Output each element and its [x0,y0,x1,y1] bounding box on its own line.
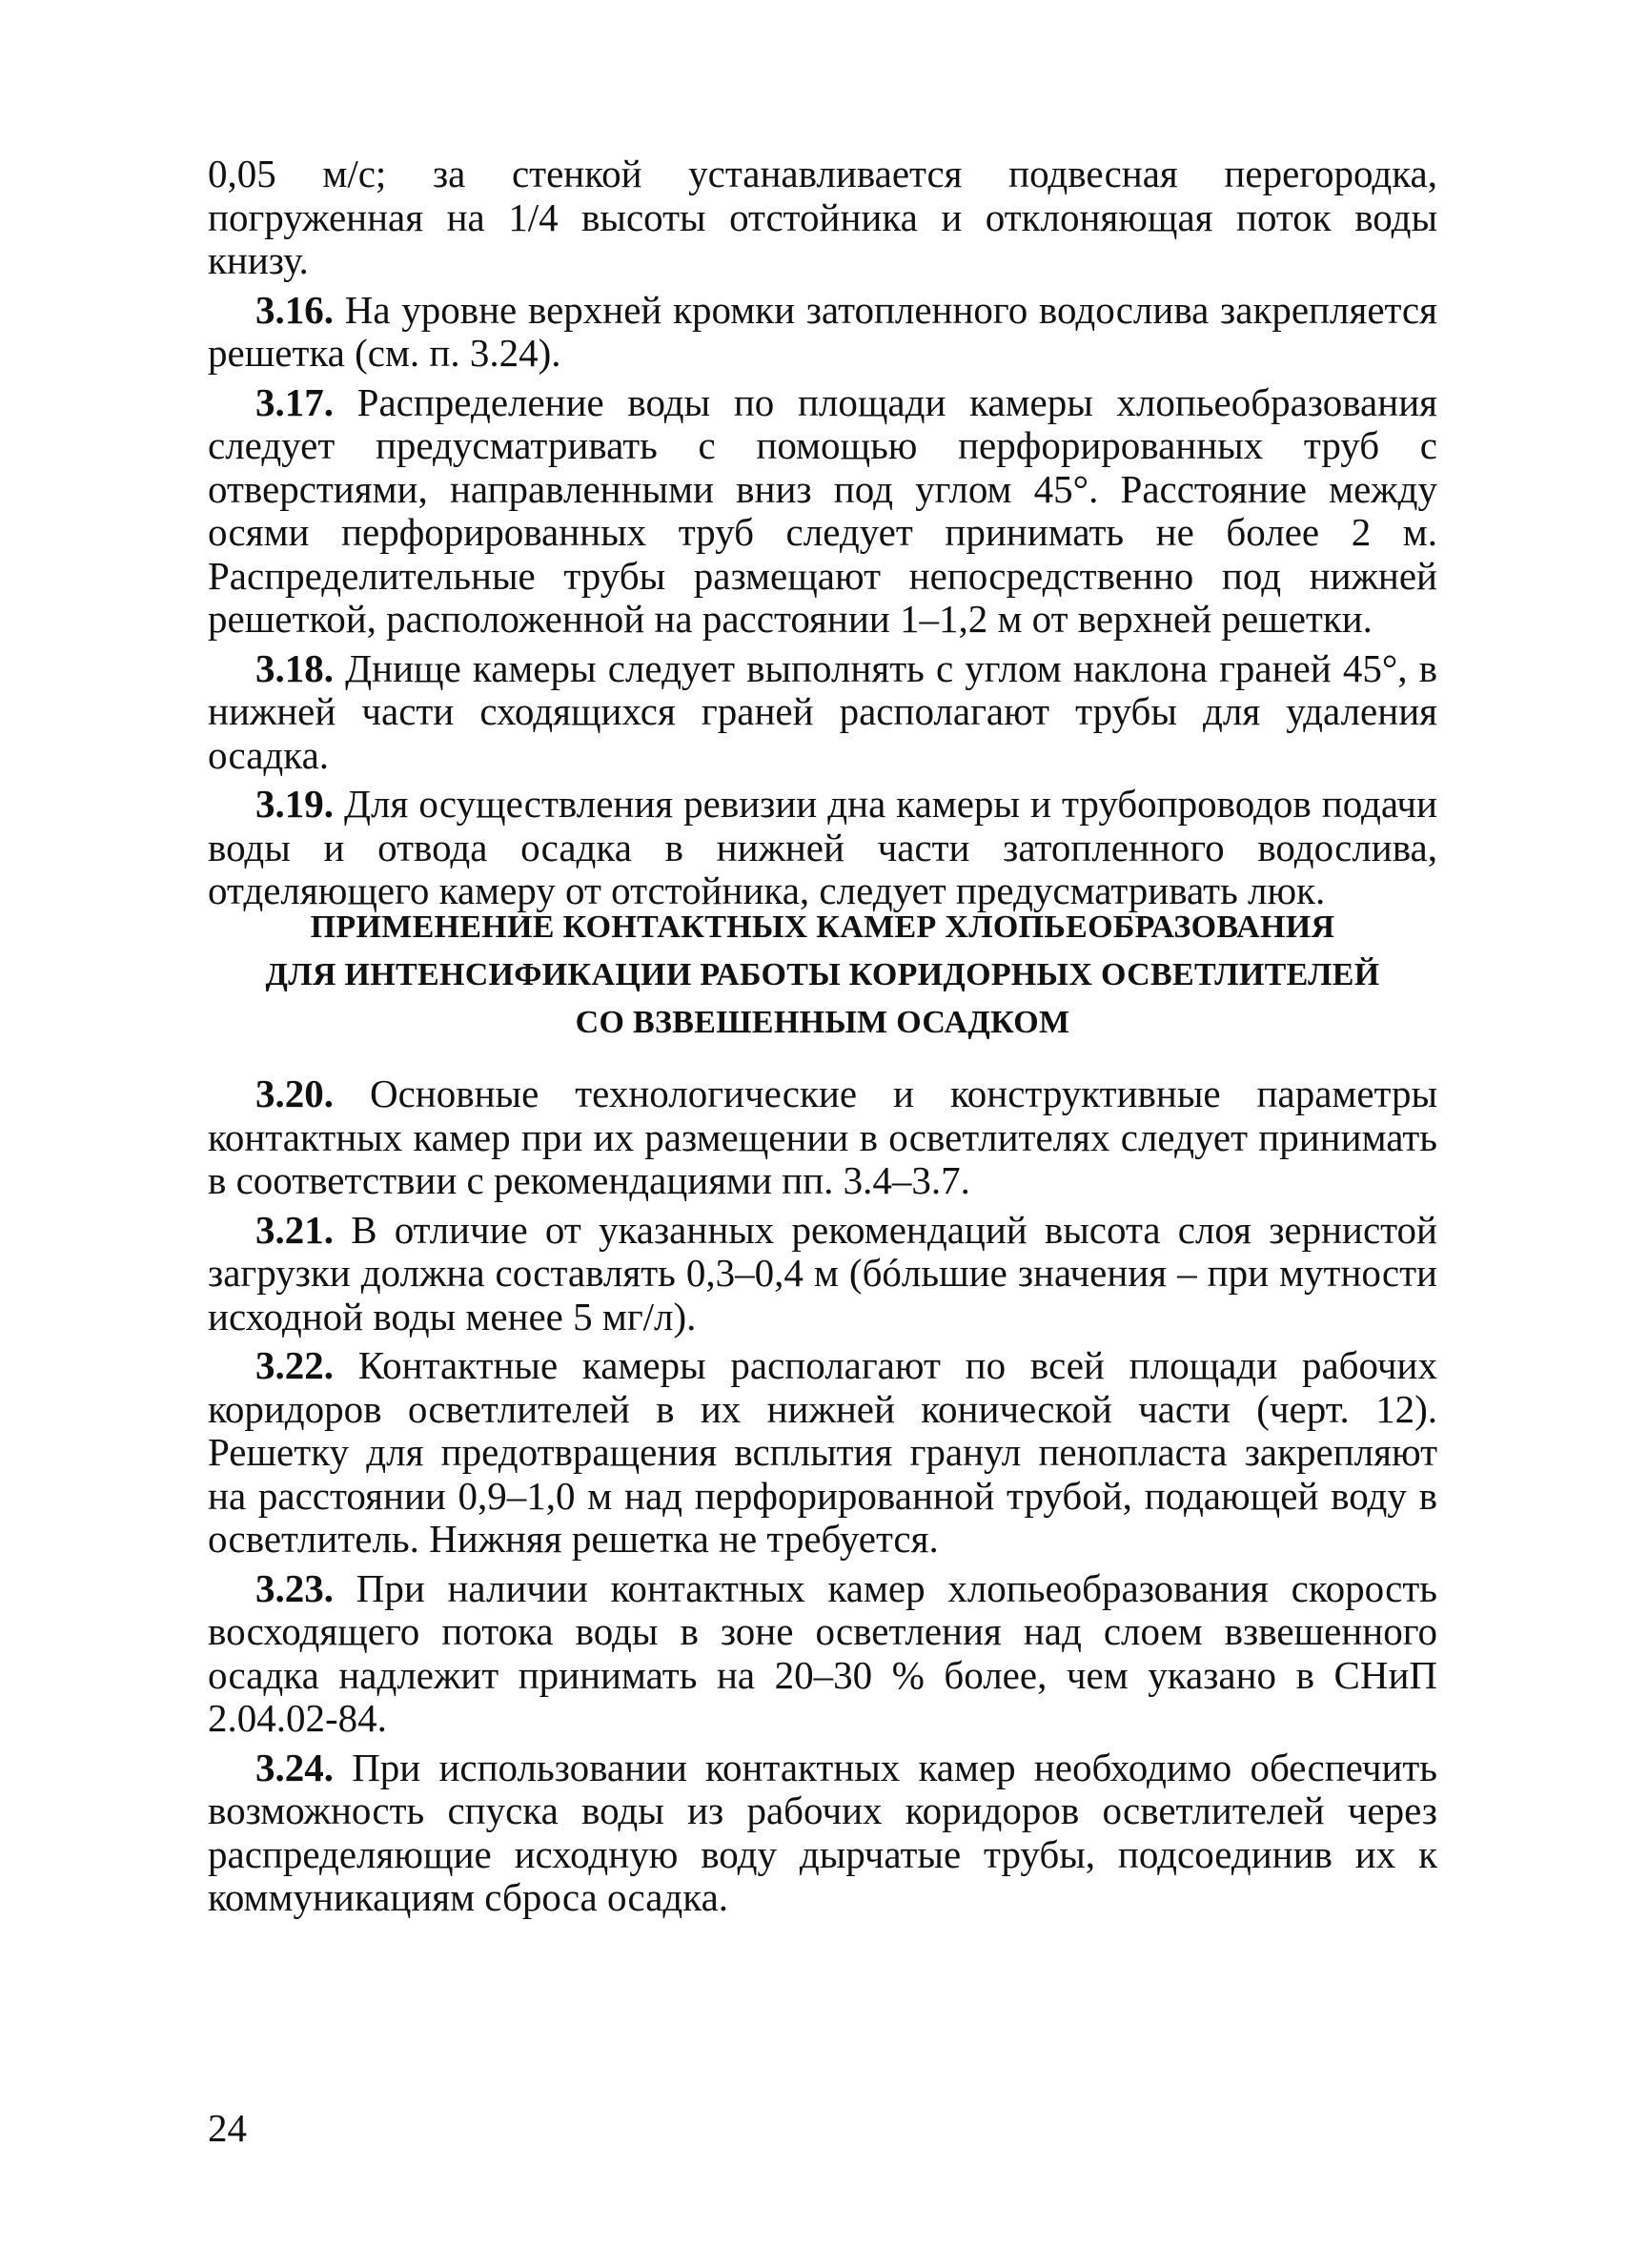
paragraph-3-21 [208,1209,1437,1339]
continued-paragraph: 0,05 м/с; за стенкой устанавливается подвесная перегородка, погруженная на 1/4 высоты отстойника и отклоняющая поток воды книзу. [208,152,1437,282]
paragraph-number: 3.16. [255,287,334,332]
paragraph-text: На уровне верхней кромки затопленного водослива закрепляется решетка (см. п. 3.24). [208,287,1437,375]
paragraph-3-24 [208,1747,1437,1920]
paragraph-text: Распределение воды по площади камеры хлопьеобразования следует предусматривать с помощью перфорированных труб с отверстиями, направленными вниз под углом 45°. Расстояние между осями перфорированных труб следует принимать не более 2 м. Распределительные трубы размещают непосредственно под нижней решеткой, расположенной на расстоянии 1–1,2 м от верхней решетки. [208,379,1437,641]
paragraph-number: 3.17. [255,379,334,424]
paragraph-number: 3.23. [255,1565,334,1610]
text-block-bottom [208,1073,1437,1920]
paragraph-number: 3.24. [255,1745,334,1789]
heading-line-3: СО ВЗВЕШЕННЫМ ОСАДКОМ [575,1005,1070,1040]
paragraph-text: Днище камеры следует выполнять с углом наклона граней 45°, в нижней части сходящихся граней располагают трубы для удаления осадка. [208,645,1438,777]
page-number: 24 [208,2106,247,2150]
paragraph-text: При использовании контактных камер необходимо обеспечить возможность спуска воды из рабочих коридоров осветлителей через распределяющие исходную воду дырчатые трубы, подсоединив их к коммуникациям сброса осадка. [208,1745,1438,1919]
paragraph-text: Контактные камеры располагают по всей площади рабочих коридоров осветлителей в их нижней конической части (черт. 12). Решетку для предотвращения всплытия гранул пенопласта закрепляют на расстоянии 0,9–1,0 м над перфорированной трубой, подающей воду в осветлитель. Нижняя решетка не требуется. [208,1343,1437,1561]
paragraph-3-19 [208,783,1437,913]
section-heading [208,904,1437,1047]
paragraph-text: Для осуществления ревизии дна камеры и трубопроводов подачи воды и отвода осадка в нижней части затопленного водослива, отделяющего камеру от отстойника, следует предусматривать люк. [208,782,1437,912]
paragraph-3-23 [208,1567,1437,1741]
paragraph-number: 3.19. [255,782,334,826]
paragraph-text: Основные технологические и конструктивные параметры контактных камер при их размещении в осветлителях следует принимать в соответствии с рекомендациями пп. 3.4–3.7. [208,1072,1438,1202]
paragraph-number: 3.20. [255,1072,334,1115]
paragraph-number: 3.18. [255,645,334,690]
paragraph-3-22 [208,1344,1437,1562]
paragraph-number: 3.22. [255,1343,334,1387]
paragraph-text: В отличие от указанных рекомендаций высота слоя зернистой загрузки должна составлять 0,3–0,4 м (бóльшие значения – при мутности исходной воды менее 5 мг/л). [208,1207,1437,1338]
paragraph-3-16 [208,289,1437,376]
paragraph-3-20 [208,1073,1437,1203]
paragraph-text: При наличии контактных камер хлопьеобразования скорость восходящего потока воды в зоне осветления над слоем взвешенного осадка надлежит принимать на 20–30 % более, чем указано в СНиП 2.04.02-84. [208,1565,1437,1740]
paragraph-3-17 [208,381,1437,642]
text-block-top [208,153,1437,913]
paragraph-3-18 [208,647,1437,778]
heading-line-2: ДЛЯ ИНТЕНСИФИКАЦИИ РАБОТЫ КОРИДОРНЫХ ОСВЕТЛИТЕЛЕЙ [265,957,1380,992]
paragraph-number: 3.21. [255,1207,334,1252]
heading-line-1: ПРИМЕНЕНИЕ КОНТАКТНЫХ КАМЕР ХЛОПЬЕОБРАЗОВАНИЯ [310,909,1335,945]
